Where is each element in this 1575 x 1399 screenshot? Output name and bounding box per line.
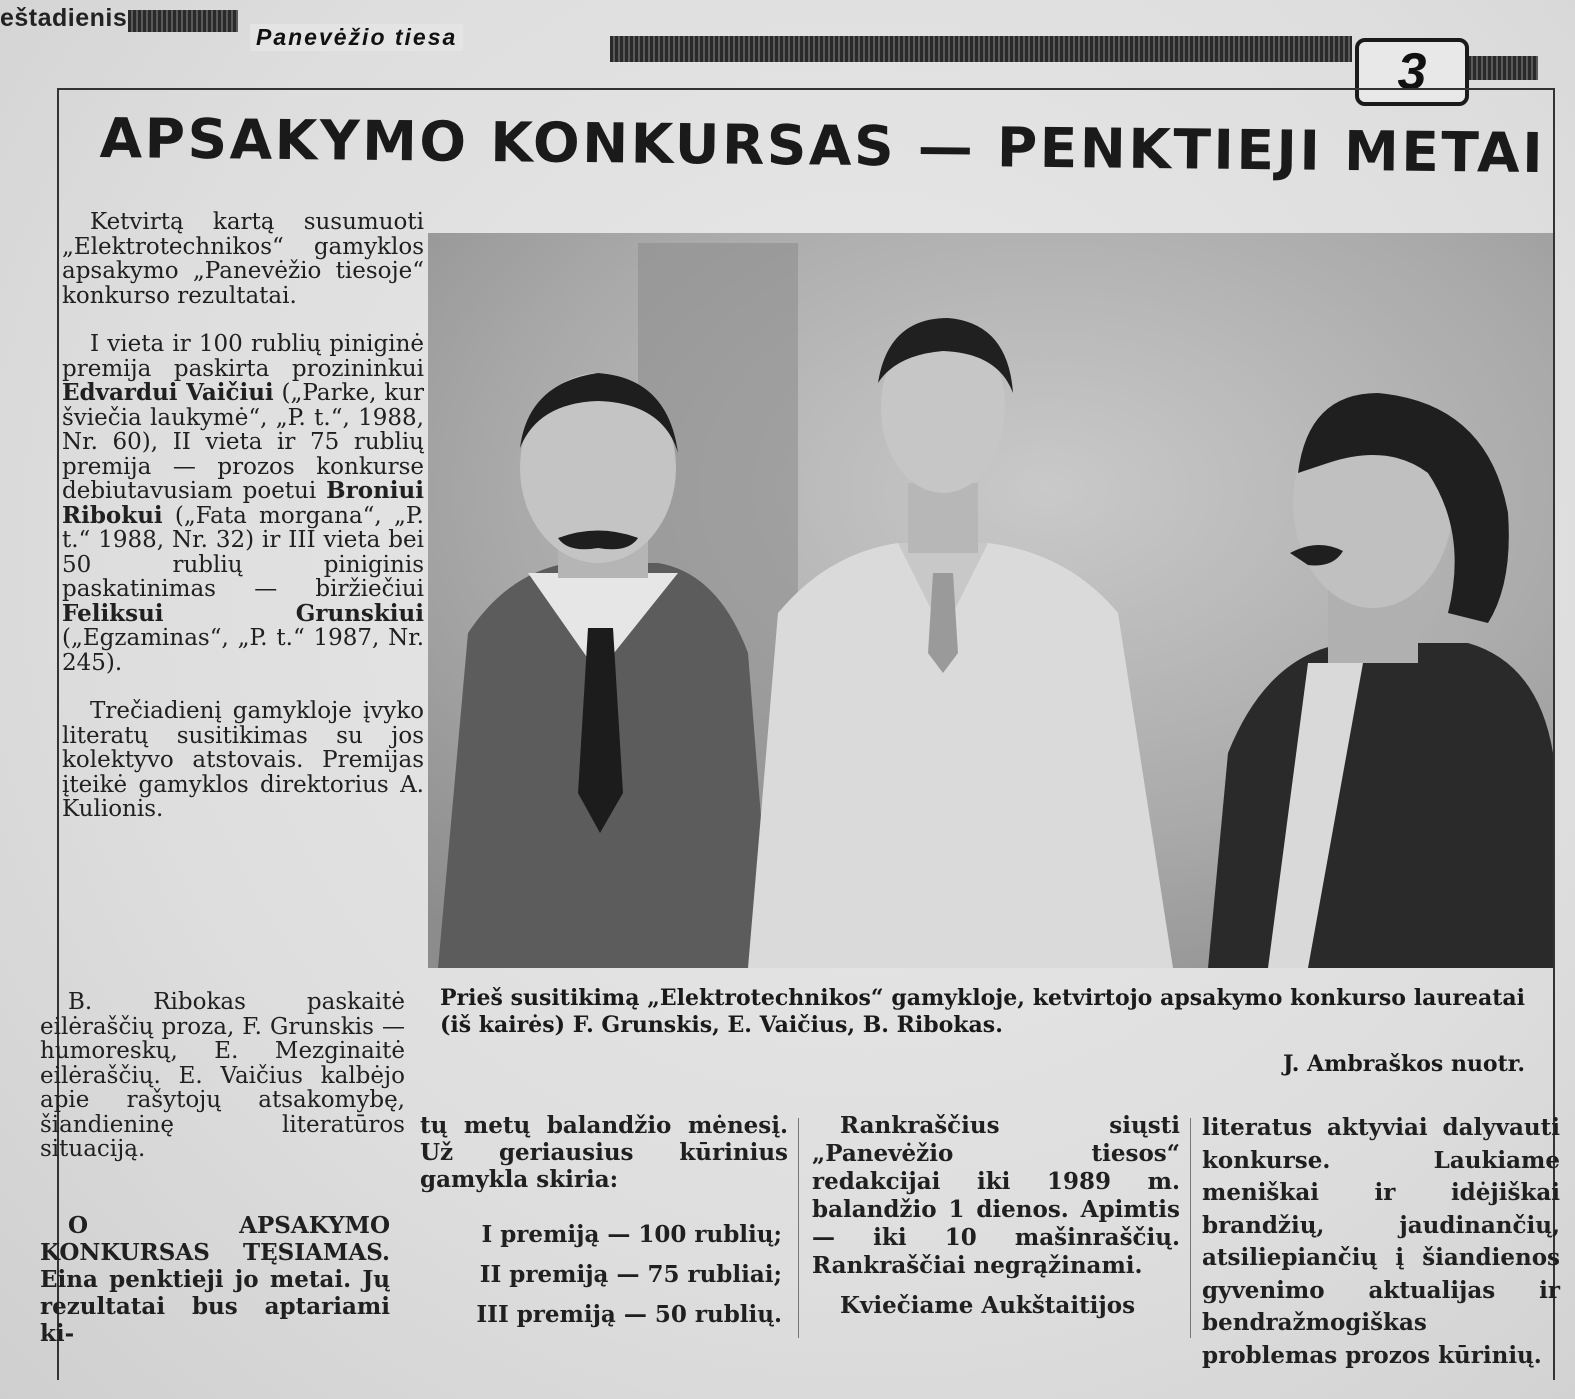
intro-paragraph: Ketvirtą kartą susumuoti „Elektrotechnikos“ gamyklos apsakymo „Panevėžio tiesoje“ konkurso rezultatai. bbox=[62, 209, 424, 309]
readings-paragraph: B. Ribokas paskaitė eilėraščių proza, F. Grunskis — humoreskų, E. Mezginaitė eilėraščių. E. Vaičius kalbėjo apie rašytojų atsakomybę, šiandieninę literatūros situaciją. bbox=[40, 989, 405, 1162]
winner-name-1: Edvardui Vaičiui bbox=[62, 379, 274, 406]
submission-paragraph: Rankraščius siųsti „Panevėžio tiesos“ redakcijai iki 1989 m. balandžio 1 dienos. Apimtis — iki 10 mašinraščių. Rankraščiai negrąžinami. bbox=[812, 1112, 1180, 1279]
photo-credit: J. Ambraškos nuotr. bbox=[1283, 1051, 1525, 1077]
invitation-paragraph: literatus aktyviai dalyvauti konkurse. Laukiame meniškai ir idėjiškai brandžių, jaudinančių, atsiliepiančių į šiandienos gyvenimo aktualijas ir bendražmogiškas problemas prozos kūrinių. bbox=[1202, 1114, 1560, 1369]
left-column-lower bbox=[40, 990, 405, 1162]
submission-column bbox=[812, 1112, 1180, 1320]
prizes-list bbox=[420, 1215, 788, 1335]
winner-name-3: Feliksui Grunskiui bbox=[62, 599, 424, 627]
prizes-column bbox=[420, 1112, 788, 1335]
laureates-photo bbox=[428, 233, 1553, 968]
prize-2: II premiją — 75 rubliai; bbox=[479, 1261, 782, 1288]
photo-caption: Prieš susitikimą „Elektrotechnikos“ gamykloje, ketvirtojo apsakymo konkurso laureatai (iš kairės) F. Grunskis, E. Vaičius, B. Ribokas. bbox=[440, 985, 1525, 1038]
contest-continues-paragraph: O APSAKYMO KONKURSAS TĘSIAMAS. Eina penktieji jo metai. Jų rezultatai bus aptariami ki- bbox=[40, 1212, 390, 1347]
meeting-paragraph: Trečiadienį gamykloje įvyko literatų susitikimas su jos kolektyvo atstovais. Premijas įteikė gamyklos direktorius A. Kulionis. bbox=[62, 698, 424, 822]
left-column bbox=[62, 210, 424, 822]
prize-1: I premiją — 100 rublių; bbox=[481, 1221, 782, 1248]
page-number: 3 bbox=[1355, 38, 1469, 106]
masthead-bar-left bbox=[128, 10, 238, 32]
weekday-label: eštadienis bbox=[0, 4, 128, 32]
article-headline: APSAKYMO KONKURSAS — PENKTIEJI METAI bbox=[99, 106, 1546, 186]
prizes-intro: tų metų balandžio mėnesį. Už geriausius kūrinius gamykla skiria: bbox=[420, 1112, 788, 1193]
masthead-bar-right bbox=[1468, 56, 1538, 80]
column-divider bbox=[1190, 1118, 1191, 1338]
results-paragraph: I vieta ir 100 rublių piniginė premija paskirta prozininkui Edvardui Vaičiui („Parke, kur šviečia laukymė“, „P. t.“, 1988, Nr. 60), II vieta ir 75 rublių premija — prozos konkurse debiutavusiam poetui Broniui Ribokui („Fata morgana“, „P. t.“ 1988, Nr. 32) ir III vieta bei 50 rublių piniginis paskatinimas — biržiečiui Feliksui Grunskiui („Egzaminas“, „P. t.“ 1987, Nr. 245). bbox=[62, 331, 425, 676]
column-divider bbox=[798, 1118, 799, 1338]
invitation-start: Kviečiame Aukštaitijos bbox=[840, 1292, 1136, 1319]
prize-3: III premiją — 50 rublių. bbox=[476, 1301, 782, 1328]
newspaper-title: Panevėžio tiesa bbox=[250, 24, 463, 51]
invitation-column bbox=[1202, 1112, 1560, 1372]
winner-name-2: Broniui Ribokui bbox=[62, 477, 424, 529]
masthead-bar-middle bbox=[610, 36, 1352, 62]
